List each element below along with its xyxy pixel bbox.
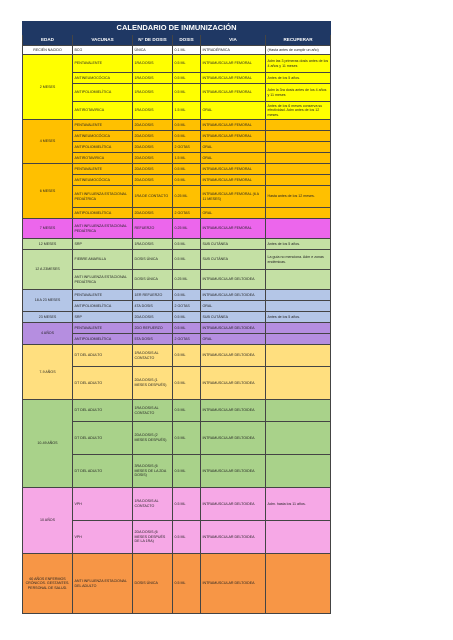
recuperar-cell: La guía no menciona. Adm e zonas endémicas. [266,250,331,270]
dosis-n-cell: 2DA DOSIS [133,312,173,323]
vacuna-cell: SRP [73,312,133,323]
dosis-cell: 0.5 ML [173,164,201,175]
dosis-cell: 0.5 ML [173,250,201,270]
via-cell: INTRAMUSCULAR DELTOIDEA [201,455,266,488]
dosis-n-cell: 1RA DE CONTACTO [133,186,173,208]
recuperar-cell: Antes de los 6 meses conserva su efectividad. Adm antes de los 12 meses. [266,102,331,120]
dosis-cell: 1.5 ML [173,153,201,164]
edad-cell: 12 MESES [23,239,73,250]
dosis-cell: 0.5 ML [173,175,201,186]
dosis-n-cell: 1RA DOSIS [133,73,173,84]
table-row [23,488,331,521]
dosis-n-cell: 2DA DOSIS (1 MESES DESPUÉS) [133,367,173,400]
recuperar-cell [266,290,331,301]
via-cell: INTRAMUSCULAR DELTOIDEA [201,290,266,301]
dosis-n-cell: REFUERZO [133,219,173,239]
dosis-cell: 0.5 ML [173,131,201,142]
dosis-n-cell: 2DA DOSIS [133,131,173,142]
edad-cell: 7-9 AÑOS [23,345,73,400]
dosis-n-cell: 1ER REFUERZO [133,290,173,301]
header-row [23,35,331,46]
dosis-n-cell: 1RA DOSIS AL CONTACTO [133,400,173,422]
header-via: VIA [201,35,266,46]
recuperar-cell [266,270,331,290]
header-n-dosis: N° DE DOSIS [133,35,173,46]
via-cell: ORAL [201,153,266,164]
dosis-n-cell: ÚNICA [133,46,173,55]
vacuna-cell: ANTIROTAVIRICA [73,102,133,120]
dosis-n-cell: 1RA DOSIS [133,102,173,120]
recuperar-cell [266,554,331,614]
vacuna-cell: BCG [73,46,133,55]
dosis-n-cell: 2DA DOSIS [133,175,173,186]
dosis-cell: 0.5 ML [173,323,201,334]
table-row [23,55,331,73]
vacuna-cell: VPH [73,521,133,554]
dosis-n-cell: 2DA DOSIS [133,153,173,164]
recuperar-cell: Adm. hasta los 11 años. [266,488,331,521]
vacuna-cell: VPH [73,488,133,521]
dosis-n-cell: 5TA DOSIS [133,334,173,345]
edad-cell: 18 A 23 MESES [23,290,73,312]
via-cell: SUB CUTÁNEA [201,250,266,270]
via-cell: ORAL [201,142,266,153]
header-vacunas: VACUNAS [73,35,133,46]
dosis-cell: 0.5 ML [173,73,201,84]
table-row [23,312,331,323]
vacuna-cell: ANTI INFLUENZA ESTACIONAL PEDIÁTRICA [73,186,133,208]
recuperar-cell: (Hasta antes de cumplir un año) [266,46,331,55]
dosis-n-cell: 2DO REFUERZO [133,323,173,334]
table-row [23,164,331,175]
via-cell: INTRAMUSCULAR DELTOIDEA [201,270,266,290]
table-row [23,290,331,301]
recuperar-cell [266,367,331,400]
vacuna-cell: ANTINEUMOCÓCICA [73,131,133,142]
vacuna-cell: ANTINEUMOCÓCICA [73,73,133,84]
recuperar-cell [266,219,331,239]
via-cell: INTRAMUSCULAR DELTOIDEA [201,521,266,554]
vacuna-cell: DT DEL ADULTO [73,345,133,367]
edad-cell: 7 MESES [23,219,73,239]
dosis-cell: 0.25 ML [173,270,201,290]
dosis-n-cell: DOSIS ÚNICA [133,270,173,290]
recuperar-cell [266,142,331,153]
vacuna-cell: DT DEL ADULTO [73,455,133,488]
via-cell: INTRAMUSCULAR FEMORAL [201,131,266,142]
table-row [23,120,331,131]
dosis-cell: 0.5 ML [173,120,201,131]
via-cell: INTRAMUSCULAR FEMORAL [201,175,266,186]
vacuna-cell: ANTI INFLUENZA ESTACIONAL PEDIÁTRICA [73,219,133,239]
recuperar-cell [266,153,331,164]
vacuna-cell: ANTI INFLUENZA ESTACIONAL PEDIÁTRICA [73,270,133,290]
recuperar-cell: Adm la 3ra dosis antes de los 4 años y 11 meses [266,84,331,102]
recuperar-cell: Adm las 3 primeras dosis antes de los 4 años y 11 meses [266,55,331,73]
dosis-n-cell: 2DA DOSIS [133,208,173,219]
via-cell: INTRAMUSCULAR DELTOIDEA [201,488,266,521]
dosis-cell: 0.5 ML [173,367,201,400]
dosis-n-cell: 3RA DOSIS (6 MESES DE LA 2DA DOSIS) [133,455,173,488]
recuperar-cell [266,323,331,334]
dosis-n-cell: 2DA DOSIS [133,142,173,153]
dosis-cell: 2 GOTAS [173,301,201,312]
recuperar-cell: Hasta antes de los 12 meses. [266,186,331,208]
recuperar-cell: Antes de los 5 años. [266,239,331,250]
edad-cell: 60 AÑOS ENFERMOS CRÓNICOS. GESTANTES. PERSONAL DE SALUD. [23,554,73,614]
via-cell: ORAL [201,334,266,345]
recuperar-cell [266,345,331,367]
via-cell: INTRAMUSCULAR FEMORAL (6 A 11 MESES) [201,186,266,208]
dosis-cell: 2 GOTAS [173,334,201,345]
vacuna-cell: PENTAVALENTE [73,164,133,175]
vacuna-cell: ANTIPOLIOMIELÍTICA [73,334,133,345]
vacuna-cell: PENTAVALENTE [73,323,133,334]
dosis-n-cell: 1RA DOSIS [133,239,173,250]
via-cell: INTRAMUSCULAR DELTOIDEA [201,367,266,400]
via-cell: INTRAMUSCULAR FEMORAL [201,84,266,102]
via-cell: INTRAMUSCULAR DELTOIDEA [201,554,266,614]
dosis-n-cell: DOSIS ÚNICA [133,554,173,614]
recuperar-cell [266,400,331,422]
via-cell: SUB CUTÁNEA [201,312,266,323]
edad-cell: 4 AÑOS [23,323,73,345]
via-cell: ORAL [201,208,266,219]
edad-cell: 10 AÑOS [23,488,73,554]
via-cell: INTRAMUSCULAR FEMORAL [201,120,266,131]
table-row [23,323,331,334]
vacuna-cell: DT DEL ADULTO [73,422,133,455]
table-row [23,554,331,614]
via-cell: INTRADÉRMICA [201,46,266,55]
dosis-cell: 1.5 ML [173,102,201,120]
vacuna-cell: ANTIPOLIOMIELÍTICA [73,142,133,153]
recuperar-cell [266,422,331,455]
dosis-n-cell: DOSIS ÚNICA [133,250,173,270]
table-row [23,239,331,250]
dosis-n-cell: 1RA DOSIS [133,84,173,102]
via-cell: INTRAMUSCULAR FEMORAL [201,219,266,239]
dosis-n-cell: 1RA DOSIS AL CONTACTO [133,488,173,521]
recuperar-cell [266,521,331,554]
vacuna-cell: ANTIROTAVIRICA [73,153,133,164]
header-recuperar: RECUPERAR [266,35,331,46]
edad-cell: 23 MESES [23,312,73,323]
via-cell: ORAL [201,102,266,120]
edad-cell: 4 MESES [23,120,73,164]
dosis-n-cell: 2DA DOSIS [133,120,173,131]
recuperar-cell [266,301,331,312]
vacuna-cell: ANTINEUMOCÓCICA [73,175,133,186]
recuperar-cell [266,175,331,186]
vacuna-cell: ANTIPOLIOMIELÍTICA [73,301,133,312]
via-cell: SUB CUTÁNEA [201,239,266,250]
recuperar-cell [266,208,331,219]
vacuna-cell: PENTAVALENTE [73,120,133,131]
edad-cell: 6 MESES [23,164,73,219]
dosis-n-cell: 1RA DOSIS AL CONTACTO [133,345,173,367]
vacuna-cell: FIEBRE AMARILLA [73,250,133,270]
via-cell: INTRAMUSCULAR DELTOIDEA [201,422,266,455]
dosis-cell: 0.5 ML [173,422,201,455]
dosis-cell: 0.5 ML [173,488,201,521]
vacuna-cell: PENTAVALENTE [73,55,133,73]
dosis-cell: 0.1 ML [173,46,201,55]
dosis-cell: 0.5 ML [173,290,201,301]
dosis-cell: 0.5 ML [173,239,201,250]
edad-cell: 12 A 23MESES [23,250,73,290]
recuperar-cell [266,455,331,488]
dosis-cell: 0.5 ML [173,345,201,367]
dosis-cell: 0.25 ML [173,186,201,208]
recuperar-cell [266,334,331,345]
header-edad: EDAD [23,35,73,46]
vacuna-cell: ANTIPOLIOMIELÍTICA [73,84,133,102]
recuperar-cell: Antes de los 5 años. [266,73,331,84]
dosis-n-cell: 4TA DOSIS [133,301,173,312]
via-cell: INTRAMUSCULAR DELTOIDEA [201,400,266,422]
dosis-cell: 0.5 ML [173,55,201,73]
immunization-sheet [22,21,330,614]
recuperar-cell: Antes de los 5 años. [266,312,331,323]
dosis-n-cell: 2DA DOSIS (2 MESES DESPUÉS) [133,422,173,455]
vacuna-cell: ANTI INFLUENZA ESTACIONAL DEL ADULTO [73,554,133,614]
dosis-n-cell: 2DA DOSIS [133,164,173,175]
recuperar-cell [266,164,331,175]
dosis-cell: 0.5 ML [173,400,201,422]
via-cell: INTRAMUSCULAR FEMORAL [201,73,266,84]
table-row [23,400,331,422]
via-cell: INTRAMUSCULAR FEMORAL [201,55,266,73]
vacuna-cell: SRP [73,239,133,250]
vacuna-cell: PENTAVALENTE [73,290,133,301]
dosis-cell: 2 GOTAS [173,208,201,219]
dosis-n-cell: 2DA DOSIS (6 MESES DESPUÉS DE LA 1RA) [133,521,173,554]
recuperar-cell [266,120,331,131]
recuperar-cell [266,131,331,142]
header-dosis: DOSIS [173,35,201,46]
table-row [23,345,331,367]
dosis-cell: 0.5 ML [173,554,201,614]
via-cell: INTRAMUSCULAR DELTOIDEA [201,323,266,334]
edad-cell: 2 MESES [23,55,73,120]
dosis-n-cell: 1RA DOSIS [133,55,173,73]
via-cell: INTRAMUSCULAR DELTOIDEA [201,345,266,367]
vacuna-cell: ANTIPOLIOMIELÍTICA [73,208,133,219]
table-row [23,219,331,239]
table-title: CALENDARIO DE INMUNIZACIÓN [23,22,331,35]
vacuna-cell: DT DEL ADULTO [73,367,133,400]
edad-cell: RECIÉN NACIDO [23,46,73,55]
dosis-cell: 0.5 ML [173,84,201,102]
via-cell: ORAL [201,301,266,312]
dosis-cell: 0.25 ML [173,219,201,239]
dosis-cell: 0.5 ML [173,521,201,554]
vacuna-cell: DT DEL ADULTO [73,400,133,422]
dosis-cell: 0.5 ML [173,312,201,323]
immunization-table [22,21,331,614]
dosis-cell: 2 GOTAS [173,142,201,153]
table-body [23,46,331,614]
dosis-cell: 0.5 ML [173,455,201,488]
table-row [23,250,331,270]
table-row [23,46,331,55]
edad-cell: 10-49 AÑOS [23,400,73,488]
via-cell: INTRAMUSCULAR FEMORAL [201,164,266,175]
